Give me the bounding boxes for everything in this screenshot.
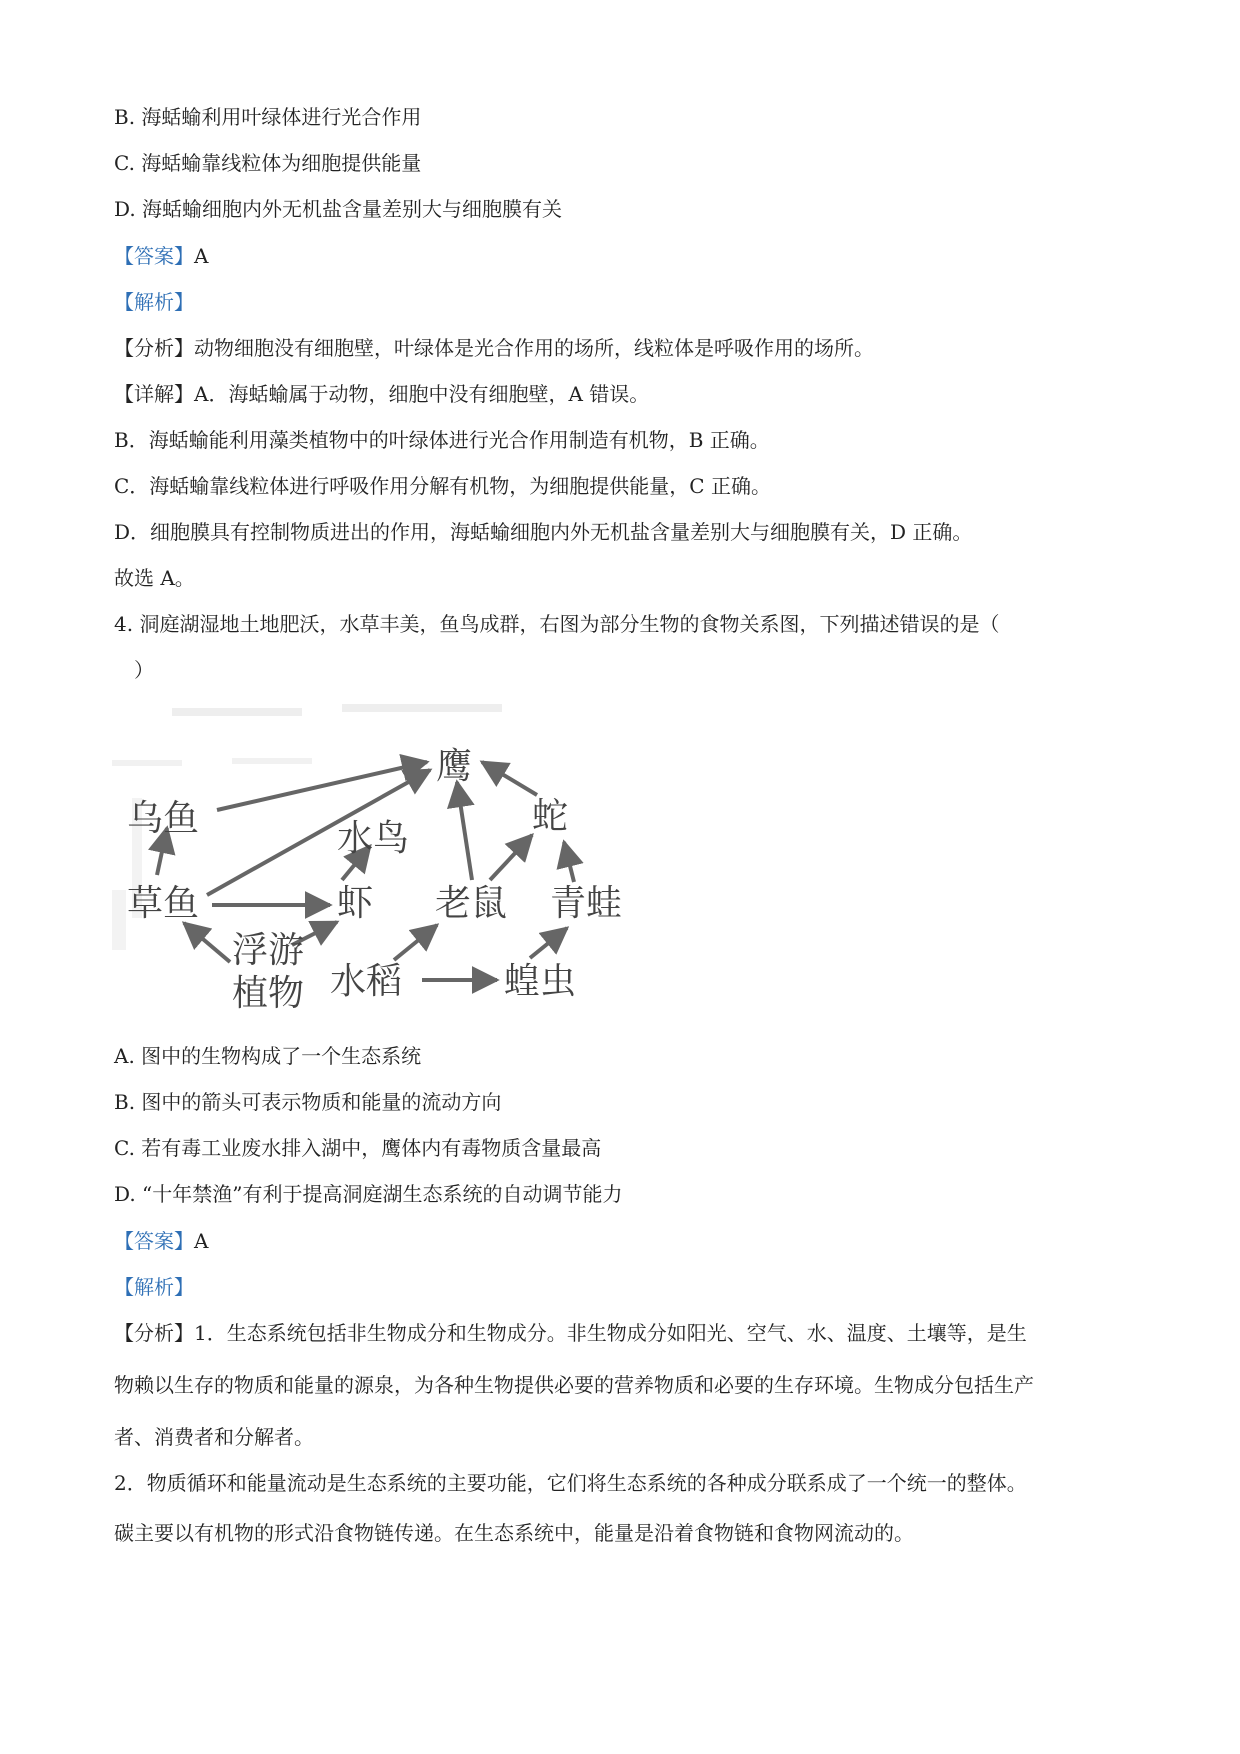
answer-label: 【答案】: [114, 244, 194, 268]
food-web-diagram: [112, 700, 632, 1020]
q4-option-d: D. “十年禁渔”有利于提高洞庭湖生态系统的自动调节能力: [114, 1182, 623, 1206]
node-huangchong: 蝗虫: [504, 961, 577, 1002]
arrow-she-ying: [482, 762, 537, 795]
q4-answer: [114, 1228, 208, 1254]
q4-point2-line1: 2．物质循环和能量流动是生态系统的主要功能，它们将生态系统的各种成分联系成了一个统一的整体。: [114, 1471, 1027, 1495]
q3-detail-b: B．海蛞蝓能利用藻类植物中的叶绿体进行光合作用制造有机物，B 正确。: [114, 428, 770, 452]
node-shuiniao: 水鸟: [337, 818, 410, 859]
q4-stem: 4. 洞庭湖湿地土地肥沃，水草丰美，鱼鸟成群，右图为部分生物的食物关系图，下列描述错误的是（: [114, 612, 1000, 636]
node-caoyu: 草鱼: [127, 883, 200, 924]
fenxi-label: 【分析】: [114, 336, 194, 360]
q4-analysis-label: 【解析】: [114, 1275, 194, 1299]
q4-option-c: C. 若有毒工业废水排入湖中，鹰体内有毒物质含量最高: [114, 1136, 602, 1160]
arrow-wuyu-ying: [217, 762, 427, 810]
fenxi-text: 1．生态系统包括非生物成分和生物成分。非生物成分如阳光、空气、水、温度、土壤等，是生: [194, 1321, 1027, 1345]
node-wuyu: 乌鱼: [127, 798, 200, 839]
node-fuyou: 浮游: [232, 930, 305, 971]
q4-stem-paren: ）: [134, 658, 154, 682]
node-laoshu: 老鼠: [435, 883, 508, 924]
q3-analysis-label: 【解析】: [114, 290, 194, 314]
arrow-shuidao-laoshu: [394, 925, 437, 960]
q3-xiangjie: [114, 381, 649, 407]
q3-option-c: C. 海蛞蝓靠线粒体为细胞提供能量: [114, 151, 422, 175]
answer-label: 【答案】: [114, 1229, 194, 1253]
q4-fenxi-line1: [114, 1320, 1027, 1346]
node-xia: 虾: [337, 883, 374, 924]
q3-choose: 故选 A。: [114, 566, 195, 590]
arrow-laoshu-she: [490, 835, 532, 880]
node-qingwa: 青蛙: [550, 883, 623, 924]
arrow-laoshu-ying: [457, 782, 472, 880]
node-ying: 鹰: [436, 746, 473, 787]
q4-fenxi-line3: 者、消费者和分解者。: [114, 1425, 314, 1449]
q3-detail-c: C．海蛞蝓靠线粒体进行呼吸作用分解有机物，为细胞提供能量，C 正确。: [114, 474, 771, 498]
q4-option-b: B. 图中的箭头可表示物质和能量的流动方向: [114, 1090, 502, 1114]
arrow-fuyou-caoyu: [184, 923, 230, 962]
arrow-huangchong-qingwa: [530, 928, 567, 958]
node-shuidao: 水稻: [330, 961, 403, 1002]
node-zhiwu: 植物: [232, 973, 305, 1014]
q4-option-a: A. 图中的生物构成了一个生态系统: [114, 1044, 422, 1068]
answer-value: A: [194, 1229, 209, 1253]
q3-option-b: B. 海蛞蝓利用叶绿体进行光合作用: [114, 105, 422, 129]
answer-value: A: [194, 244, 209, 268]
q3-detail-d: D．细胞膜具有控制物质进出的作用，海蛞蝓细胞内外无机盐含量差别大与细胞膜有关，D 正确。: [114, 520, 973, 544]
arrow-qingwa-she: [564, 842, 574, 882]
q3-answer: [114, 243, 208, 269]
q3-option-d: D. 海蛞蝓细胞内外无机盐含量差别大与细胞膜有关: [114, 197, 563, 221]
q3-fenxi: [114, 335, 874, 361]
node-she: 蛇: [532, 796, 569, 837]
fenxi-label: 【分析】: [114, 1321, 194, 1345]
xiangjie-text: A．海蛞蝓属于动物，细胞中没有细胞壁，A 错误。: [194, 382, 650, 406]
q4-fenxi-line2: 物赖以生存的物质和能量的源泉，为各种生物提供必要的营养物质和必要的生存环境。生物成分包括生产: [114, 1373, 1034, 1397]
xiangjie-label: 【详解】: [114, 382, 194, 406]
q4-point2-line2: 碳主要以有机物的形式沿食物链传递。在生态系统中，能量是沿着食物链和食物网流动的。: [114, 1521, 914, 1545]
fenxi-text: 动物细胞没有细胞壁，叶绿体是光合作用的场所，线粒体是呼吸作用的场所。: [194, 336, 874, 360]
